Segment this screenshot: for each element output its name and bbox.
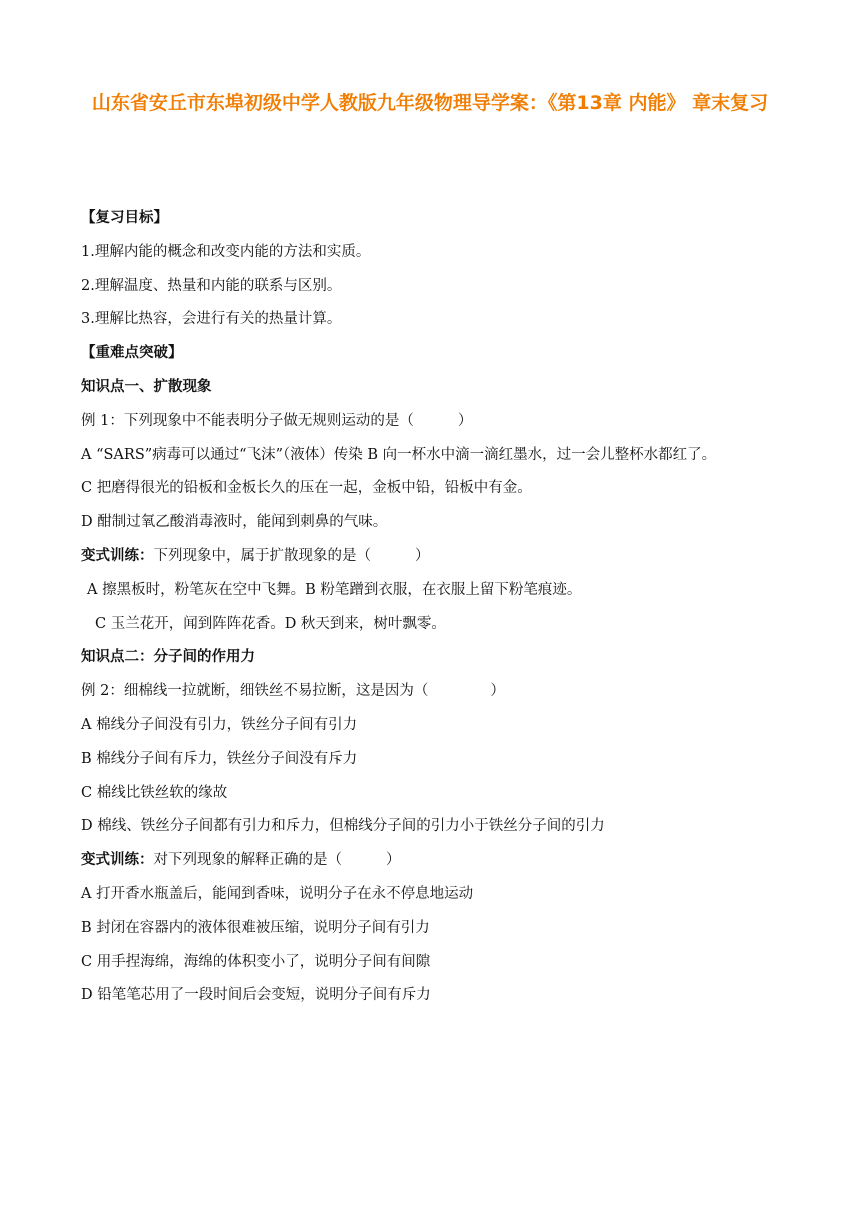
section-heading-goals: 【复习目标】 bbox=[81, 210, 168, 226]
example-2-question bbox=[81, 675, 781, 709]
variant-2-option-d: D 铅笔笔芯用了一段时间后会变短，说明分子间有斥力 bbox=[81, 987, 431, 1004]
variant-2-question-text: 对下列现象的解释正确的是（ bbox=[153, 852, 342, 869]
example-2-question-close: ） bbox=[490, 683, 505, 700]
page-title: 山东省安丘市东埠初级中学人教版九年级物理导学案：《第13章 内能》 章末复习 bbox=[91, 92, 769, 114]
variant-1-question-close: ） bbox=[415, 547, 430, 564]
goal-item-2: 2.理解温度、热量和内能的联系与区别。 bbox=[81, 277, 342, 294]
variant-2-option-c: C 用手捏海绵，海绵的体积变小了，说明分子间有间隙 bbox=[81, 953, 431, 970]
variant-1-option-ab: A 擦黑板时，粉笔灰在空中飞舞。B 粉笔蹭到衣服，在衣服上留下粉笔痕迹。 bbox=[87, 581, 582, 598]
example-2-option-a: A 棉线分子间没有引力，铁丝分子间有引力 bbox=[81, 716, 358, 733]
goal-item-3: 3.理解比热容，会进行有关的热量计算。 bbox=[81, 311, 342, 328]
example-1-question-text: 例 1：下列现象中不能表明分子做无规则运动的是（ bbox=[81, 412, 414, 429]
section-heading-breakthrough: 【重难点突破】 bbox=[81, 345, 183, 362]
example-2-option-d: D 棉线、铁丝分子间都有引力和斥力，但棉线分子间的引力小于铁丝分子间的引力 bbox=[81, 818, 605, 835]
example-1-option-d: D 酣制过氧乙酸消毒液时，能闻到刺鼻的气味。 bbox=[81, 514, 388, 531]
document-body bbox=[81, 202, 781, 1013]
variant-2-option-b: B 封闭在容器内的液体很难被压缩，说明分子间有引力 bbox=[81, 919, 430, 936]
knowledge-point-2-heading: 知识点二：分子间的作用力 bbox=[81, 649, 255, 666]
example-1-question-close: ） bbox=[457, 412, 473, 429]
example-1-question bbox=[81, 405, 781, 439]
knowledge-point-1-heading: 知识点一、扩散现象 bbox=[81, 378, 212, 395]
goal-item-1: 1.理解内能的概念和改变内能的方法和实质。 bbox=[81, 243, 371, 260]
variant-label: 变式训练： bbox=[81, 547, 154, 564]
variant-2-option-a: A 打开香水瓶盖后，能闻到香味，说明分子在永不停息地运动 bbox=[81, 885, 474, 902]
variant-1-question bbox=[81, 540, 781, 574]
example-2-option-b: B 棉线分子间有斥力，铁丝分子间没有斥力 bbox=[81, 750, 358, 767]
variant-1-option-cd: C 玉兰花开，闻到阵阵花香。D 秋天到来，树叶飘零。 bbox=[95, 615, 446, 632]
example-1-option-ab: A “SARS”病毒可以通过“飞沫”（液体）传染 B 向一杯水中滴一滴红墨水，过一会儿整杯水都红了。 bbox=[81, 446, 717, 463]
variant-2-question-close: ） bbox=[386, 852, 401, 869]
variant-label: 变式训练： bbox=[81, 852, 154, 869]
example-2-question-text: 例 2：细棉线一拉就断，细铁丝不易拉断，这是因为（ bbox=[81, 683, 429, 700]
variant-2-question bbox=[81, 844, 781, 878]
example-2-option-c: C 棉线比铁丝软的缘故 bbox=[81, 784, 228, 801]
variant-1-question-text: 下列现象中，属于扩散现象的是（ bbox=[153, 547, 371, 564]
example-1-option-c: C 把磨得很光的铅板和金板长久的压在一起，金板中铅，铅板中有金。 bbox=[81, 480, 532, 497]
